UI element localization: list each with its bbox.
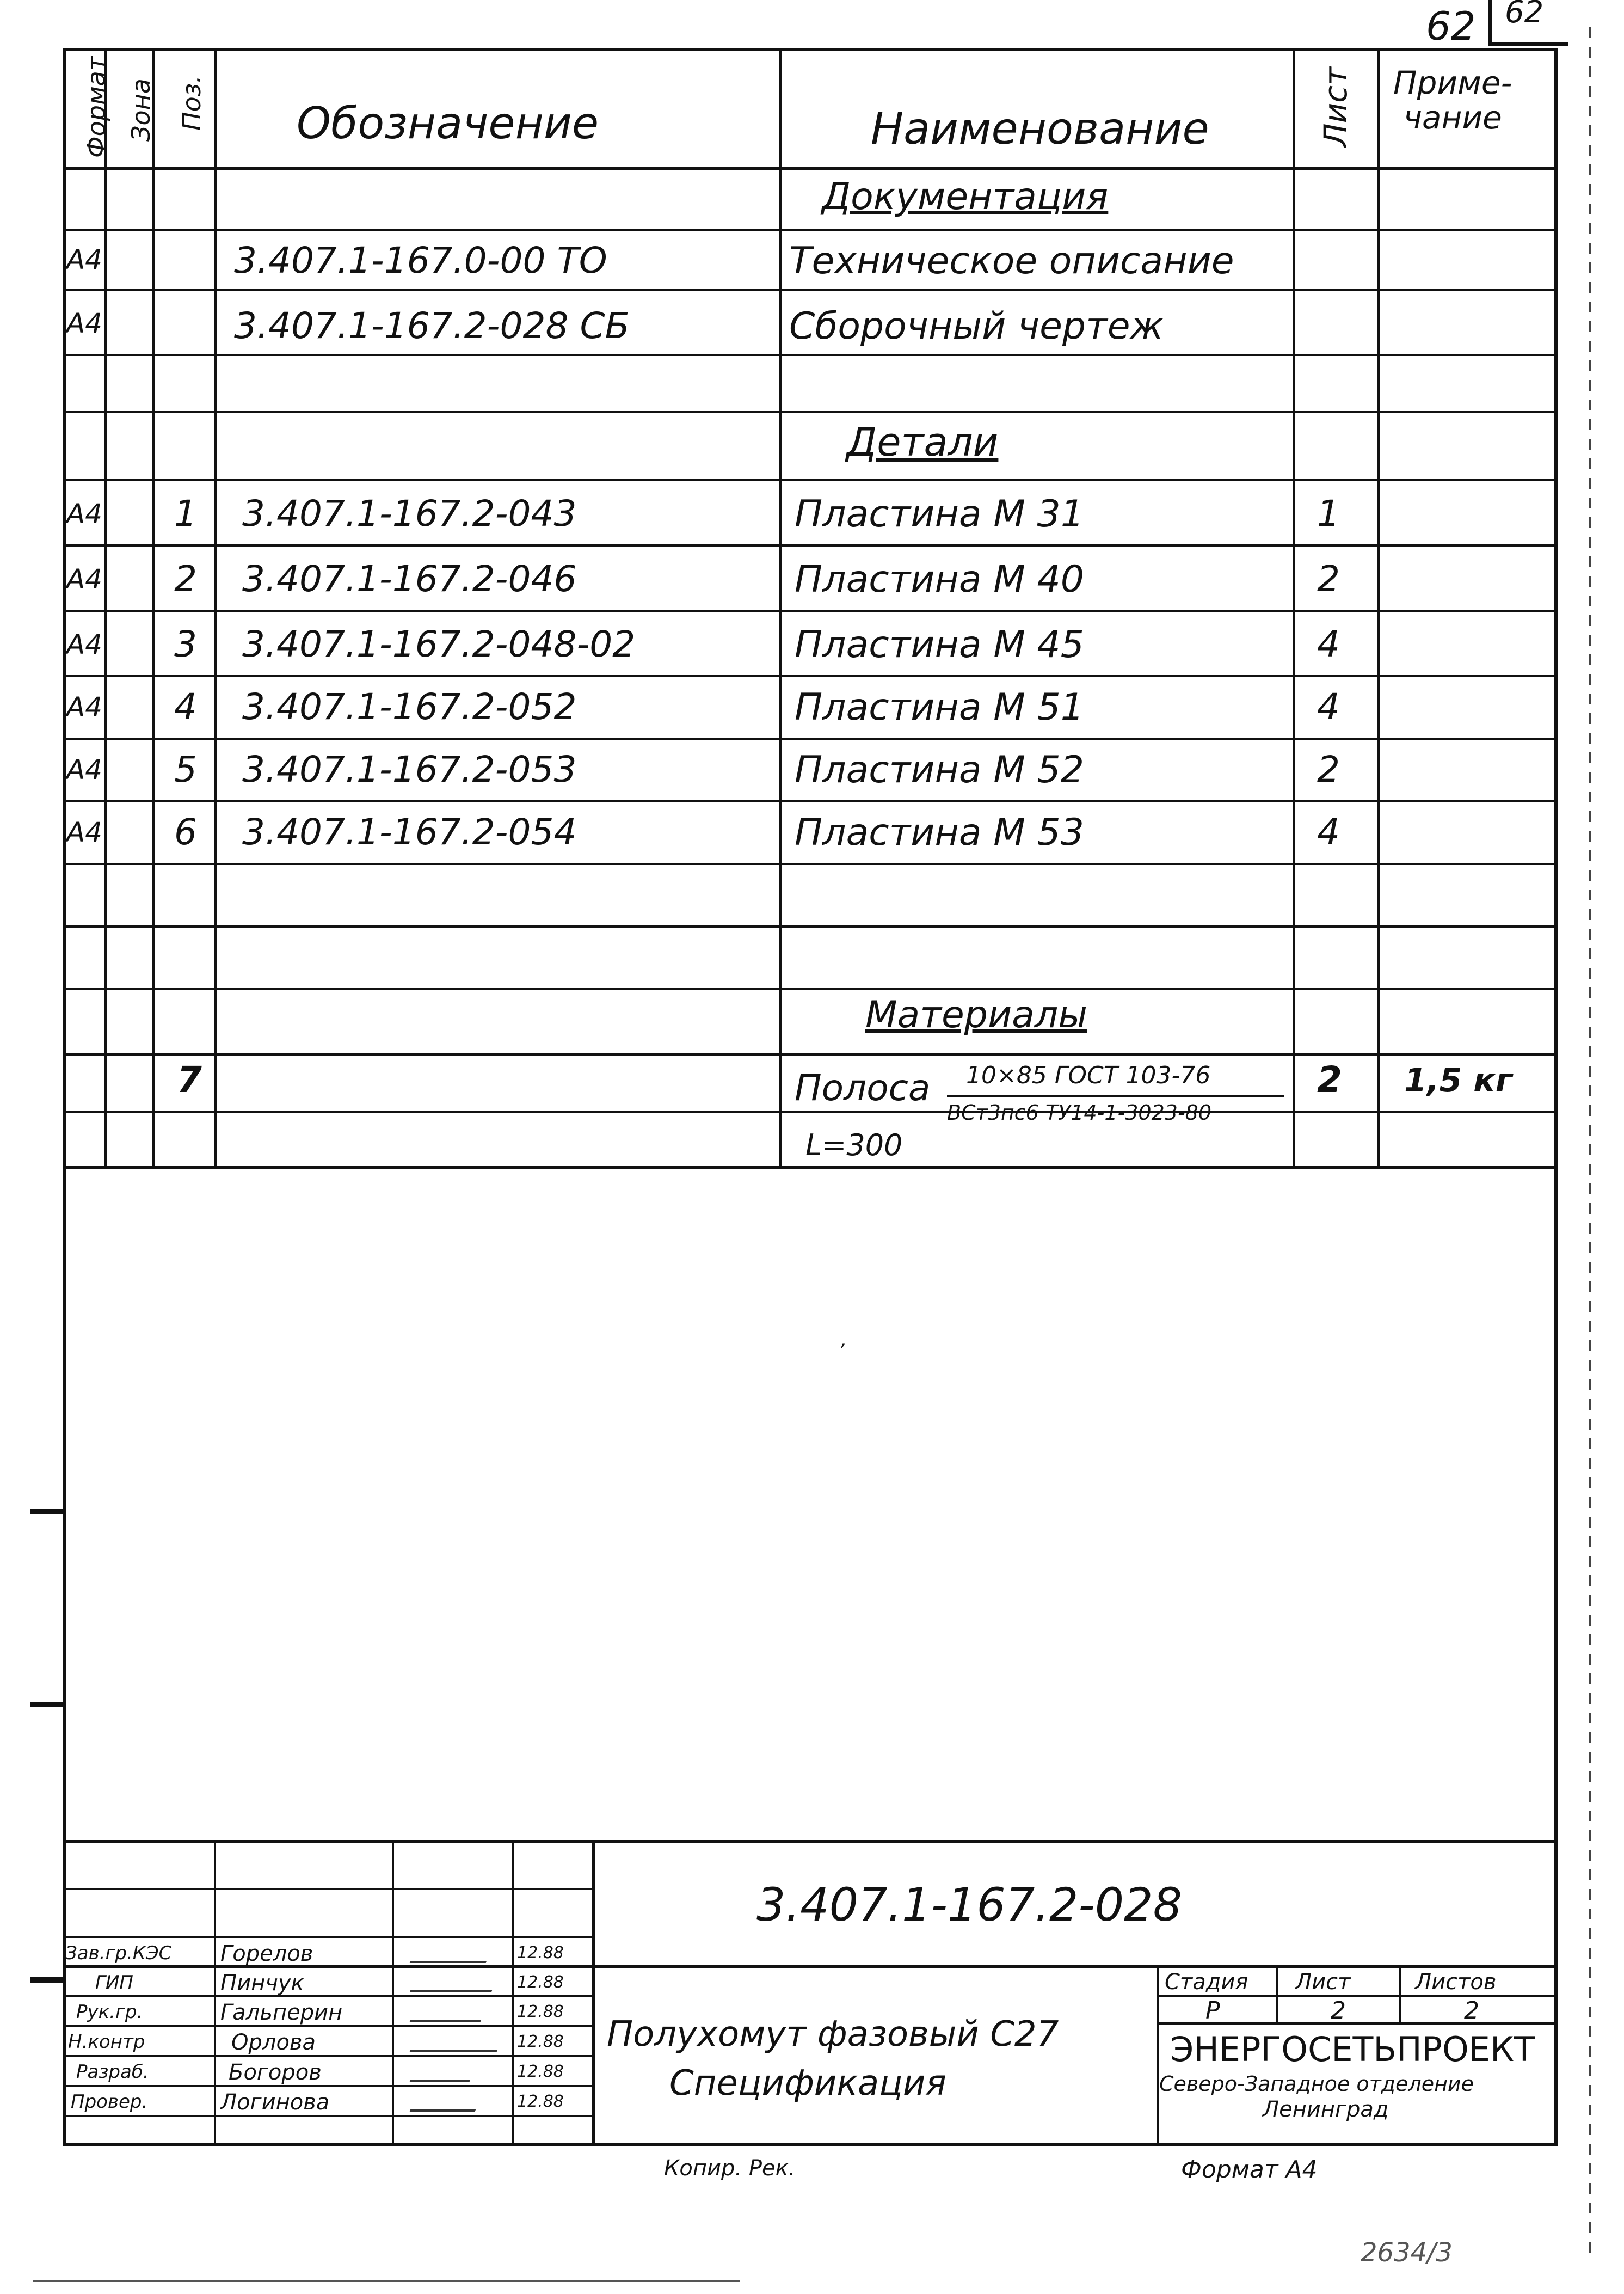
right-edge-line: [1589, 27, 1591, 2259]
title-line1: Полухомут фазовый С27: [607, 2014, 1059, 2054]
cell-pos: 3: [174, 623, 197, 665]
cell-designation: 3.407.1-167.2-048-02: [242, 623, 636, 665]
copied-by: Копир. Рек.: [664, 2156, 796, 2181]
sheet-value: 2: [1331, 1997, 1346, 2025]
role-label: Провер.: [71, 2091, 148, 2113]
cell-pos: 1: [174, 493, 197, 535]
sheets-label: Листов: [1415, 1970, 1497, 1995]
inventory-number: 2634/3: [1361, 2237, 1453, 2268]
section-details: Детали: [846, 419, 999, 465]
role-date: 12.88: [517, 2092, 564, 2111]
header-designation: Обозначение: [297, 98, 599, 149]
section-materials: Материалы: [865, 993, 1087, 1036]
header-zone: Зона: [126, 78, 156, 142]
binding-mark: [30, 1977, 65, 1983]
stray-mark: ,: [841, 1328, 847, 1351]
sheets-value: 2: [1464, 1997, 1479, 2025]
role-person: Логинова: [220, 2090, 330, 2115]
header-sheet: Лист: [1317, 67, 1354, 147]
cell-name: Пластина М 31: [795, 493, 1085, 536]
cell-qty: 1: [1317, 493, 1340, 535]
signature: [410, 2090, 483, 2112]
cell-qty: 4: [1317, 811, 1340, 853]
cell-format: А4: [66, 754, 103, 786]
section-documentation: Документация: [822, 175, 1109, 218]
role-date: 12.88: [517, 2032, 564, 2051]
cell-designation: 3.407.1-167.2-052: [242, 686, 577, 728]
cell-format: А4: [66, 817, 103, 848]
cell-pos: 2: [174, 558, 197, 600]
cell-designation: 3.407.1-167.2-046: [242, 558, 577, 600]
role-person: Гальперин: [220, 2000, 343, 2025]
cell-designation: 3.407.1-167.2-028 СБ: [234, 305, 630, 347]
org-sub1: Северо-Западное отделение: [1159, 2072, 1474, 2096]
signature: [410, 1971, 500, 1992]
cell-pos: 5: [174, 749, 197, 790]
signature: [410, 2030, 505, 2052]
title-line2: Спецификация: [669, 2063, 946, 2103]
role-person: Пинчук: [220, 1971, 304, 1996]
cell-format: А4: [66, 691, 103, 723]
doc-number: 3.407.1-167.2-028: [756, 1878, 1183, 1931]
cell-qty: 2: [1317, 558, 1340, 600]
sheet-number-box-text: 62: [1505, 0, 1544, 30]
cell-pos: 6: [174, 811, 197, 853]
role-label: Рук.гр.: [76, 2001, 143, 2023]
role-date: 12.88: [517, 1943, 564, 1962]
fraction-line: [947, 1095, 1284, 1097]
cell-name: Полоса: [795, 1067, 931, 1109]
cell-length: L=300: [805, 1128, 903, 1162]
binding-mark: [30, 1509, 65, 1514]
role-label: Зав.гр.КЭС: [65, 1942, 172, 1964]
stage-value: Р: [1205, 1997, 1220, 2025]
cell-name: Техническое описание: [789, 240, 1234, 283]
signature: [410, 2060, 478, 2082]
role-person: Орлова: [231, 2030, 316, 2055]
sheet-number-handwritten: 62: [1426, 3, 1476, 49]
signature: [410, 1941, 494, 1963]
cell-format: А4: [66, 629, 103, 660]
cell-designation: 3.407.1-167.0-00 ТО: [234, 240, 607, 281]
cell-designation: 3.407.1-167.2-054: [242, 811, 577, 853]
role-label: ГИП: [95, 1972, 133, 1994]
role-date: 12.88: [517, 2002, 564, 2021]
bottom-edge-line: [33, 2280, 740, 2282]
cell-qty: 4: [1317, 623, 1340, 665]
header-name: Наименование: [871, 103, 1209, 154]
cell-pos: 4: [174, 686, 197, 728]
format-note: Формат А4: [1181, 2156, 1318, 2183]
cell-designation: 3.407.1-167.2-053: [242, 749, 577, 790]
cell-name: Пластина М 51: [795, 686, 1085, 729]
header-note: Приме- чание: [1393, 64, 1512, 136]
cell-qty: 4: [1317, 686, 1340, 728]
role-person: Богоров: [229, 2060, 322, 2085]
cell-qty: 2: [1317, 749, 1340, 790]
header-format: Формат: [82, 56, 111, 158]
cell-fraction-bottom: ВСт3пс6 ТУ14-1-3023-80: [947, 1101, 1212, 1125]
role-date: 12.88: [517, 2062, 564, 2081]
cell-designation: 3.407.1-167.2-043: [242, 493, 577, 535]
cell-format: А4: [66, 308, 103, 339]
cell-format: А4: [66, 244, 103, 275]
cell-qty: 2: [1317, 1059, 1342, 1101]
org-name: ЭНЕРГОСЕТЬПРОЕКТ: [1170, 2029, 1535, 2069]
cell-note: 1,5 кг: [1404, 1062, 1513, 1100]
cell-format: А4: [66, 563, 103, 595]
header-pos: Поз.: [177, 75, 206, 131]
cell-name: Пластина М 53: [795, 811, 1085, 854]
cell-pos: 7: [177, 1059, 202, 1101]
cell-name: Пластина М 52: [795, 749, 1085, 792]
role-person: Горелов: [220, 1941, 313, 1966]
role-label: Разраб.: [76, 2061, 149, 2083]
cell-format: А4: [66, 498, 103, 530]
sheet-label: Лист: [1295, 1970, 1351, 1995]
cell-name: Сборочный чертеж: [789, 305, 1164, 348]
stage-label: Стадия: [1165, 1970, 1248, 1995]
cell-fraction-top: 10×85 ГОСТ 103-76: [966, 1062, 1211, 1089]
cell-name: Пластина М 45: [795, 623, 1085, 666]
cell-name: Пластина М 40: [795, 558, 1085, 601]
signature: [410, 2000, 489, 2022]
sheet-number-box: [1488, 0, 1568, 46]
role-date: 12.88: [517, 1973, 564, 1992]
org-sub2: Ленинград: [1263, 2097, 1389, 2122]
role-label: Н.контр: [68, 2031, 145, 2053]
binding-mark: [30, 1702, 65, 1707]
